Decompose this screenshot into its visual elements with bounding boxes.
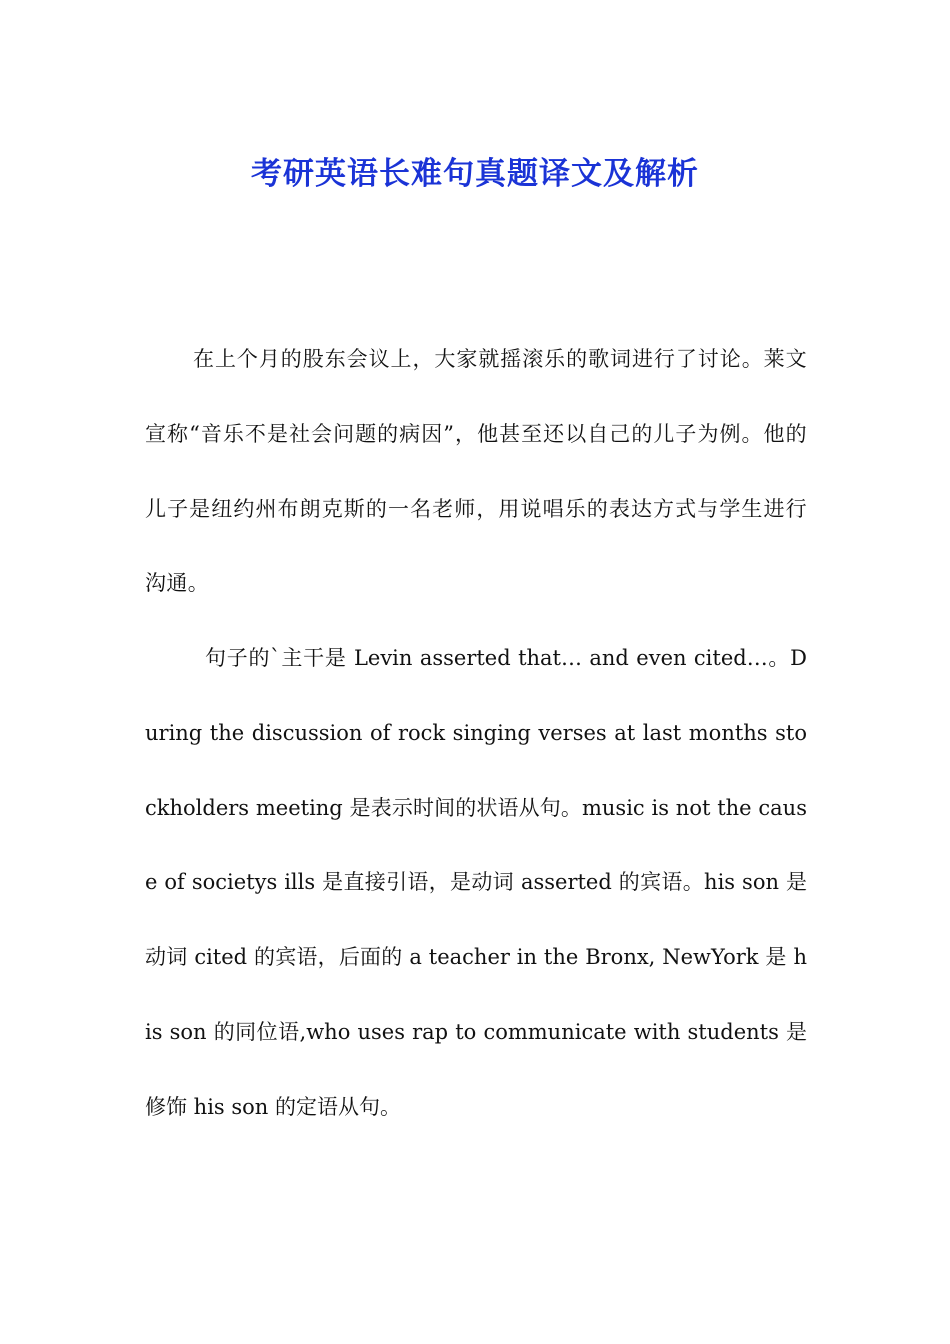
paragraph-analysis: 句子的`主干是 Levin asserted that… and even cited…。During the discussion of rock singing verses at last months stockholders meeting 是表示时间的状语从句。music is not the cause of societys ills 是直接引语，是动词 asserted 的宾语。his son 是动词 cited 的宾语，后面的 a teacher in the Bronx, NewYork 是 his son 的同位语,who uses rap to communicate with students 是修饰 his son 的定语从句。 [145,646,807,1119]
document-title: 考研英语长难句真题译文及解析 [251,155,699,192]
paragraph-translation: 在上个月的股东会议上，大家就摇滚乐的歌词进行了讨论。莱文宣称“音乐不是社会问题的病因”，他甚至还以自己的儿子为例。他的儿子是纽约州布朗克斯的一名老师，用说唱乐的表达方式与学生进行沟通。 [145,347,807,596]
